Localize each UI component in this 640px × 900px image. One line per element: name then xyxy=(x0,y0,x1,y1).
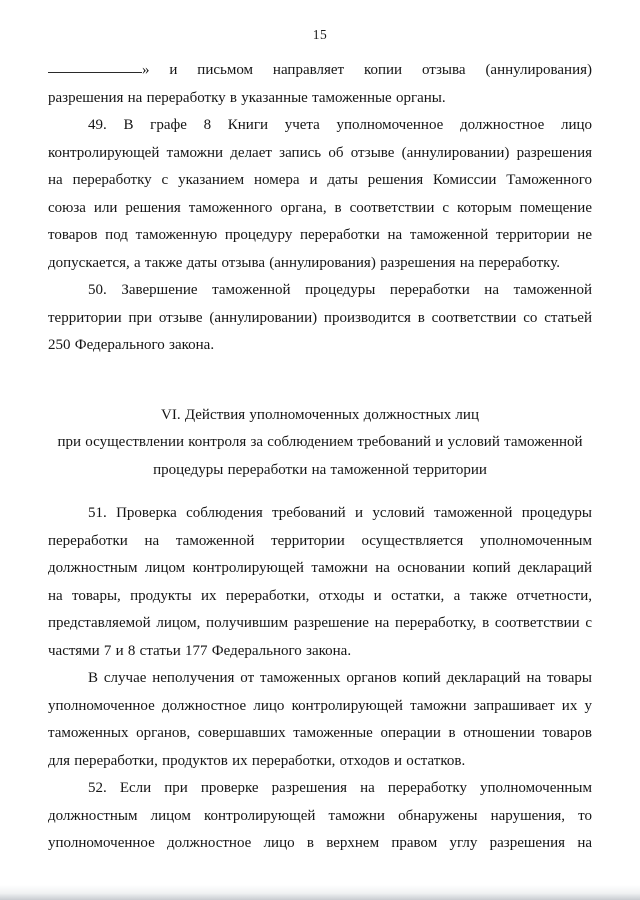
page-bottom-shadow xyxy=(0,885,640,900)
paragraph xyxy=(48,277,592,360)
text-line: уполномоченное должностное лицо контролирующей таможни запрашивает их у xyxy=(48,697,592,714)
text-line: на товары, продукты их переработки, отходы и остатки, а также отчетности, xyxy=(48,587,592,604)
text-line: территории при отзыве (аннулировании) производится в соответствии со статьей xyxy=(48,309,592,326)
text-line: таможенных органов, совершавших таможенные операции в отношении товаров xyxy=(48,725,592,741)
paragraph xyxy=(48,665,592,775)
text-line: для переработки, продуктов их переработки, отходов и остатков. xyxy=(48,752,466,769)
text-line: 51. Проверка соблюдения требований и условий таможенной процедуры xyxy=(88,505,592,521)
text-line: 52. Если при проверке разрешения на переработку уполномоченным xyxy=(88,780,592,796)
paragraph xyxy=(48,500,592,665)
paragraph xyxy=(48,112,592,277)
text-line: VI. Действия уполномоченных должностных лиц xyxy=(161,406,479,423)
text-line: представляемой лицом, получившим разрешение на переработку, в соответствии с xyxy=(48,615,592,631)
text-line: » и письмом направляет копии отзыва (аннулирования) xyxy=(48,57,592,85)
text-line: на переработку с указанием номера и даты решения Комиссии Таможенного xyxy=(48,172,592,188)
section-heading xyxy=(48,402,592,485)
page-number: 15 xyxy=(312,27,328,42)
text-line: должностным лицом контролирующей таможни обнаружены нарушения, то xyxy=(48,807,592,824)
blank-underline xyxy=(48,70,142,73)
text-line: В случае неполучения от таможенных органов копий деклараций на товары xyxy=(88,670,592,686)
text-line: при осуществлении контроля за соблюдением требований и условий таможенной xyxy=(57,434,583,450)
text-line: контролирующей таможни делает запись об отзыве (аннулировании) разрешения xyxy=(48,144,592,161)
text-line: частями 7 и 8 статьи 177 Федерального закона. xyxy=(48,642,352,659)
paragraph xyxy=(48,57,592,112)
text-line: разрешения на переработку в указанные таможенные органы. xyxy=(48,89,446,106)
text-line: допускается, а также даты отзыва (аннулирования) разрешения на переработку. xyxy=(48,254,560,271)
text-line: уполномоченное должностное лицо в верхнем правом углу разрешения на xyxy=(48,835,592,851)
text-line: 49. В графе 8 Книги учета уполномоченное должностное лицо xyxy=(88,117,592,133)
document-body xyxy=(48,57,592,858)
text-line: 250 Федерального закона. xyxy=(48,337,215,353)
paragraph xyxy=(48,775,592,858)
text-line: 50. Завершение таможенной процедуры переработки на таможенной xyxy=(88,282,592,298)
text-line: товаров под таможенную процедуру переработки на таможенной территории не xyxy=(48,227,592,243)
text-line: союза или решения таможенного органа, в соответствии с которым помещение xyxy=(48,199,592,216)
text-line: должностным лицом контролирующей таможни на основании копий деклараций xyxy=(48,560,592,576)
text-line: процедуры переработки на таможенной территории xyxy=(153,461,487,478)
text-line: переработки на таможенной территории осуществляется уполномоченным xyxy=(48,532,592,549)
